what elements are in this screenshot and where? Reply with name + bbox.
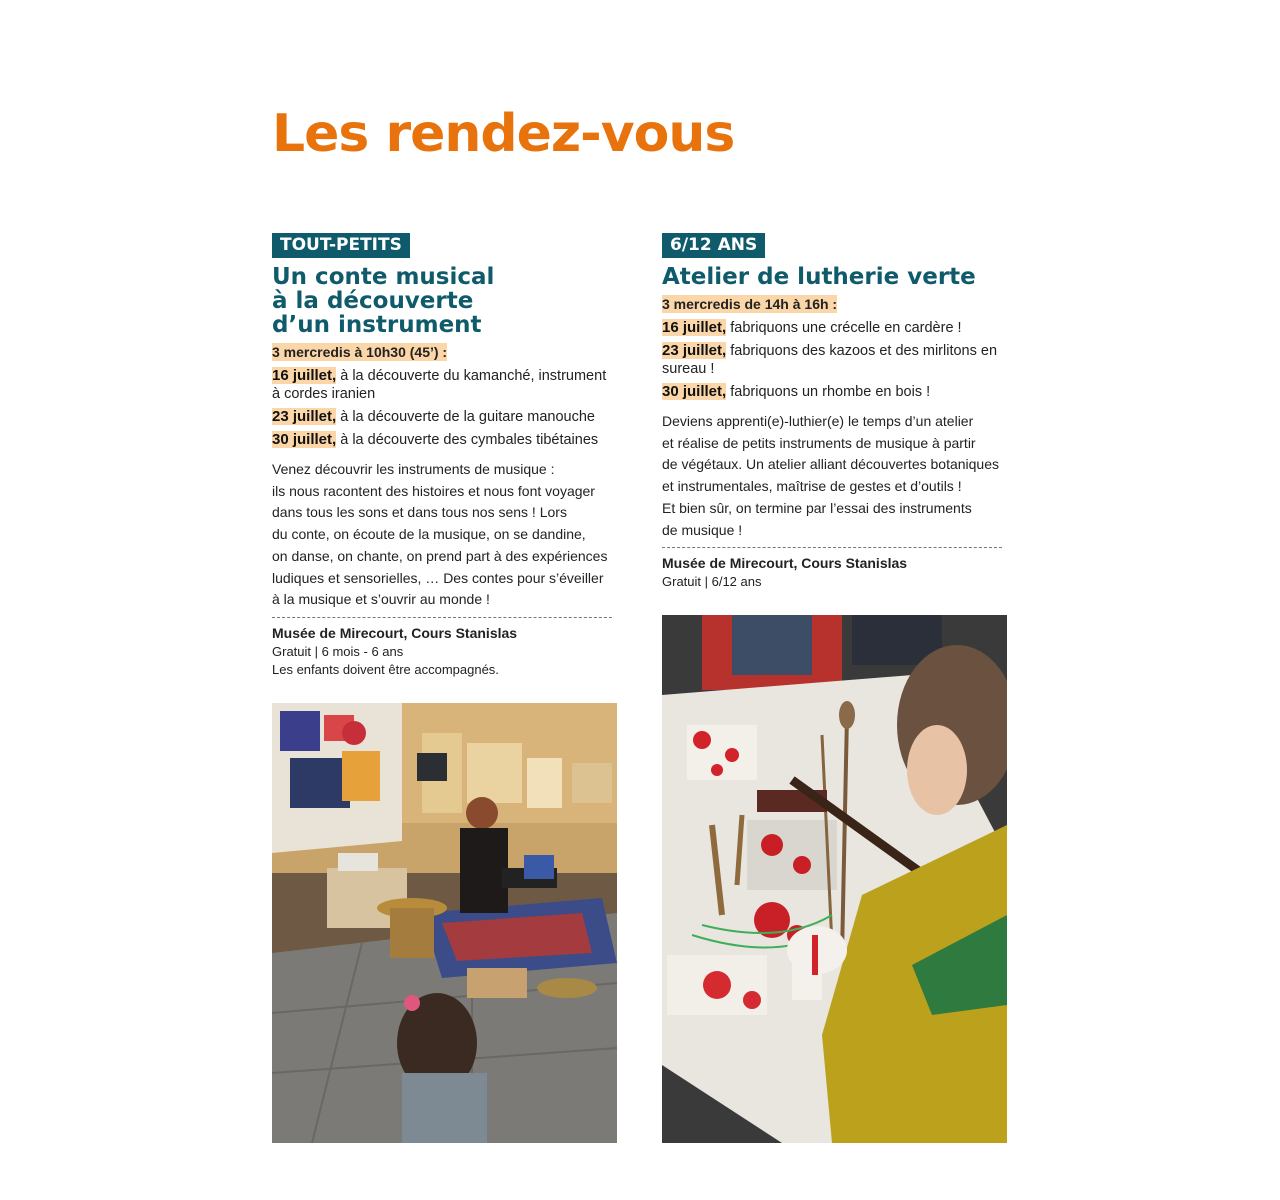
event-title-line: Atelier de lutherie verte: [662, 264, 976, 290]
date-text: à la découverte des cymbales tibétaines: [336, 432, 599, 448]
age-tag: 6/12 ANS: [662, 233, 765, 258]
date-highlight: 23 juillet,: [662, 342, 727, 359]
page-title: Les rendez-vous: [272, 104, 735, 164]
price-age-info: Gratuit | 6/12 ans: [662, 574, 762, 590]
workshop-photo: [662, 615, 1007, 1143]
date-text: fabriquons une crécelle en cardère !: [726, 320, 962, 336]
date-text: fabriquons un rhombe en bois !: [726, 384, 931, 400]
description-line: et réalise de petits instruments de musique à partir: [662, 434, 976, 451]
description-line: ils nous racontent des histoires et nous font voyager: [272, 482, 595, 499]
date-highlight: 30 juillet,: [662, 383, 727, 400]
dashed-divider: [662, 547, 1002, 548]
event-title: [272, 265, 617, 337]
event-kids: [662, 233, 1007, 591]
price-age-info: Gratuit | 6 mois - 6 ans: [272, 643, 404, 659]
date-line: [662, 342, 1007, 378]
dashed-divider: [272, 617, 612, 618]
accompaniment-note: Les enfants doivent être accompagnés.: [272, 661, 499, 677]
date-highlight: 16 juillet,: [272, 367, 337, 384]
description-line: de musique !: [662, 521, 743, 538]
description-line: dans tous les sons et dans tous nos sens ! Lors: [272, 504, 567, 521]
date-text: fabriquons des kazoos et des mirlitons en sureau !: [662, 343, 998, 377]
description: [662, 411, 1007, 541]
venue: Musée de Mirecourt, Cours Stanislas: [662, 555, 908, 572]
date-line: [272, 431, 617, 449]
date-line: [662, 383, 1007, 401]
description-line: du conte, on écoute de la musique, on se dandine,: [272, 526, 586, 543]
description-line: ludiques et sensorielles, … Des contes pour s’éveiller: [272, 569, 604, 586]
description-line: Et bien sûr, on termine par l’essai des instruments: [662, 499, 972, 516]
event-title-line: à la découverte: [272, 288, 474, 314]
date-text: à la découverte du kamanché, instrument à cordes iranien: [272, 368, 607, 402]
date-text: à la découverte de la guitare manouche: [336, 409, 595, 425]
description-line: Deviens apprenti(e)-luthier(e) le temps d’un atelier: [662, 413, 974, 429]
description-line: Venez découvrir les instruments de musique :: [272, 461, 555, 477]
description-line: et instrumentales, maîtrise de gestes et d’outils !: [662, 478, 962, 495]
event-title-line: d’un instrument: [272, 312, 482, 338]
date-line: [272, 367, 617, 403]
description: [272, 459, 617, 611]
storytelling-photo: [272, 703, 617, 1143]
schedule: 3 mercredis de 14h à 16h :: [662, 296, 838, 312]
event-title-line: Un conte musical: [272, 264, 495, 290]
schedule: 3 mercredis à 10h30 (45’) :: [272, 344, 448, 360]
event-toddlers: [272, 233, 617, 679]
date-highlight: 16 juillet,: [662, 319, 727, 336]
description-line: on danse, on chante, on prend part à des expériences: [272, 547, 608, 564]
age-tag: TOUT-PETITS: [272, 233, 410, 258]
date-line: [662, 319, 1007, 337]
date-highlight: 30 juillet,: [272, 431, 337, 448]
description-line: à la musique et s’ouvrir au monde !: [272, 591, 490, 608]
venue: Musée de Mirecourt, Cours Stanislas: [272, 624, 518, 641]
date-highlight: 23 juillet,: [272, 408, 337, 425]
event-title: [662, 265, 1007, 289]
date-line: [272, 408, 617, 426]
description-line: de végétaux. Un atelier alliant découvertes botaniques: [662, 456, 999, 473]
